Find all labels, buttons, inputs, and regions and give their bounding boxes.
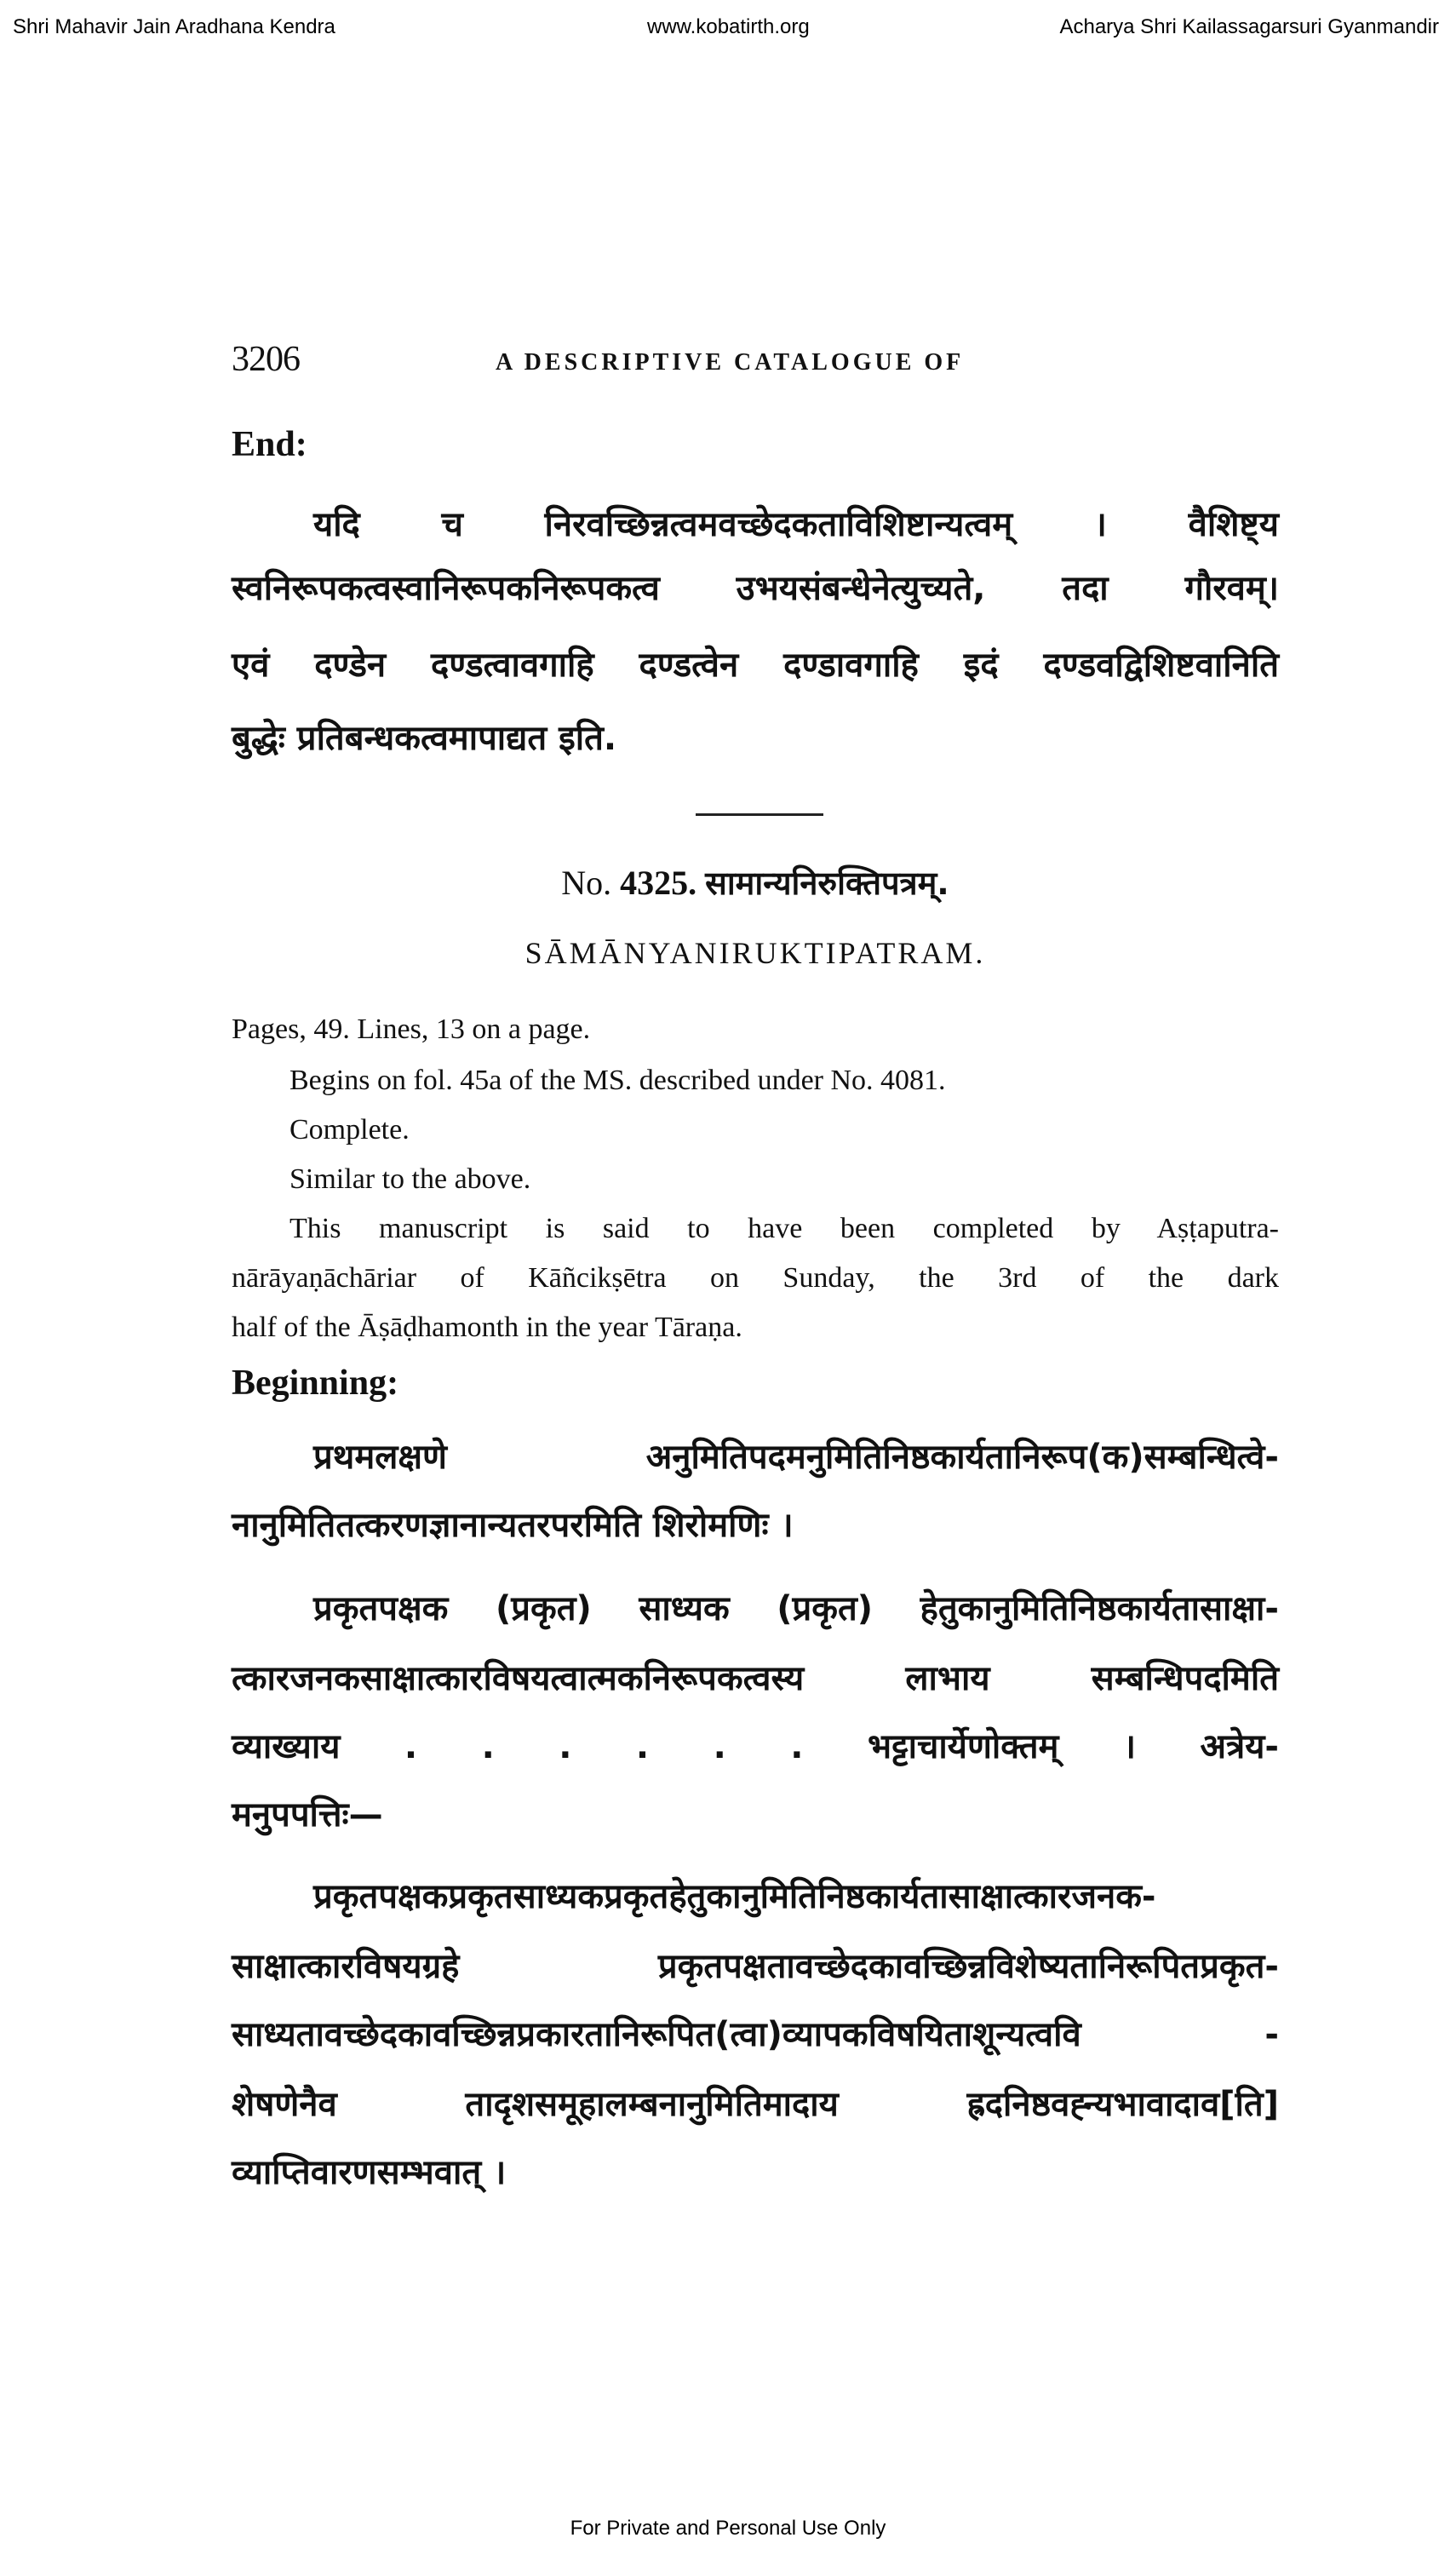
beginning-p2-line-3: व्याख्याय . . . . . . भट्टाचार्येणोक्तम् । अत्रेय- [232,1727,1279,1766]
note-similar: Similar to the above. [289,1163,531,1195]
beginning-p2-line-4: मनुपपत्तिः— [232,1795,383,1834]
end-line-4: बुद्धेः प्रतिबन्धकत्वमापाद्यत इति. [232,719,617,758]
beginning-p2-line-2: त्कारजनकसाक्षात्कारविषयत्वात्मकनिरूपकत्वस्य लाभाय सम्बन्धिपदमिति [232,1659,1279,1698]
entry-title-roman: SĀMĀNYANIRUKTIPATRAM. [525,936,986,970]
footer-notice: For Private and Personal Use Only [570,2517,886,2540]
beginning-p1-line-1: प्रथमलक्षणे अनुमितिपदमनुमितिनिष्ठकार्यतानिरूप(क)सम्बन्धित्वे- [313,1438,1279,1477]
description-line-1: This manuscript is said to have been completed by Aṣṭaputra- [289,1213,1279,1244]
header-website-text: www.kobatirth.org [647,15,810,38]
end-line-1: यदि च निरवच्छिन्नत्वमवच्छेदकताविशिष्टान्यत्वम् । वैशिष्ट्य [313,505,1279,544]
running-head [232,339,1279,382]
beginning-p2-line-1: प्रकृतपक्षक (प्रकृत) साध्यक (प्रकृत) हेतुकानुमितिनिष्ठकार्यतासाक्षा- [313,1589,1279,1628]
end-line-2: स्वनिरूपकत्वस्वानिरूपकनिरूपकत्व उभयसंबन्धेनेत्युच्यते, तदा गौरवम्। [232,569,1279,608]
header-left-text: Shri Mahavir Jain Aradhana Kendra [13,15,335,38]
beginning-p3-line-2: साक्षात्कारविषयग्रहे प्रकृतपक्षतावच्छेदकावच्छिन्नविशेष्यतानिरूपितप्रकृत- [232,1947,1279,1986]
page-number: 3206 [232,340,300,379]
end-line-3: एवं दण्डेन दण्डत्वावगाहि दण्डत्वेन दण्डावगाहि इदं दण्डवद्विशिष्टवानिति [232,646,1279,685]
pages-lines-info: Pages, 49. Lines, 13 on a page. [232,1013,591,1045]
entry-title [232,860,1279,904]
beginning-p3-line-4: शेषणेनैव तादृशसमूहालम्बनानुमितिमादाय ह्रदनिष्ठवह्न्यभावादाव[ति] [232,2085,1279,2124]
entry-title-sanskrit: सामान्यनिरुक्तिपत्रम्. [705,864,949,902]
catalogue-title: A DESCRIPTIVE CATALOGUE OF [496,349,965,376]
entry-number-prefix: No. [561,864,612,902]
description-line-2: nārāyaṇāchāriar of Kāñcikṣētra on Sunday, the 3rd of the dark [232,1262,1279,1294]
beginning-p3-line-3: साध्यतावच्छेदकावच्छिन्नप्रकारतानिरूपित(त्वा)व्यापकविषयिताशून्यत्ववि - [232,2015,1279,2054]
section-divider [696,813,823,816]
note-begins-on: Begins on fol. 45a of the MS. described under No. 4081. [289,1065,946,1096]
note-complete: Complete. [289,1114,410,1145]
beginning-p1-line-2: नानुमितितत्करणज्ञानान्यतरपरमिति शिरोमणिः । [232,1506,794,1545]
beginning-p3-line-5: व्याप्तिवारणसम्भवात् । [232,2153,507,2192]
beginning-section-label: Beginning: [232,1364,399,1403]
site-header [0,15,1456,41]
description-line-3: half of the Āṣāḍhamonth in the year Tāraṇa. [232,1312,742,1343]
end-section-label: End: [232,425,307,464]
entry-number: 4325. [620,864,697,902]
header-right-text: Acharya Shri Kailassagarsuri Gyanmandir [1059,15,1439,38]
beginning-p3-line-1: प्रकृतपक्षकप्रकृतसाध्यकप्रकृतहेतुकानुमितिनिष्ठकार्यतासाक्षात्कारजनक- [313,1877,1156,1916]
